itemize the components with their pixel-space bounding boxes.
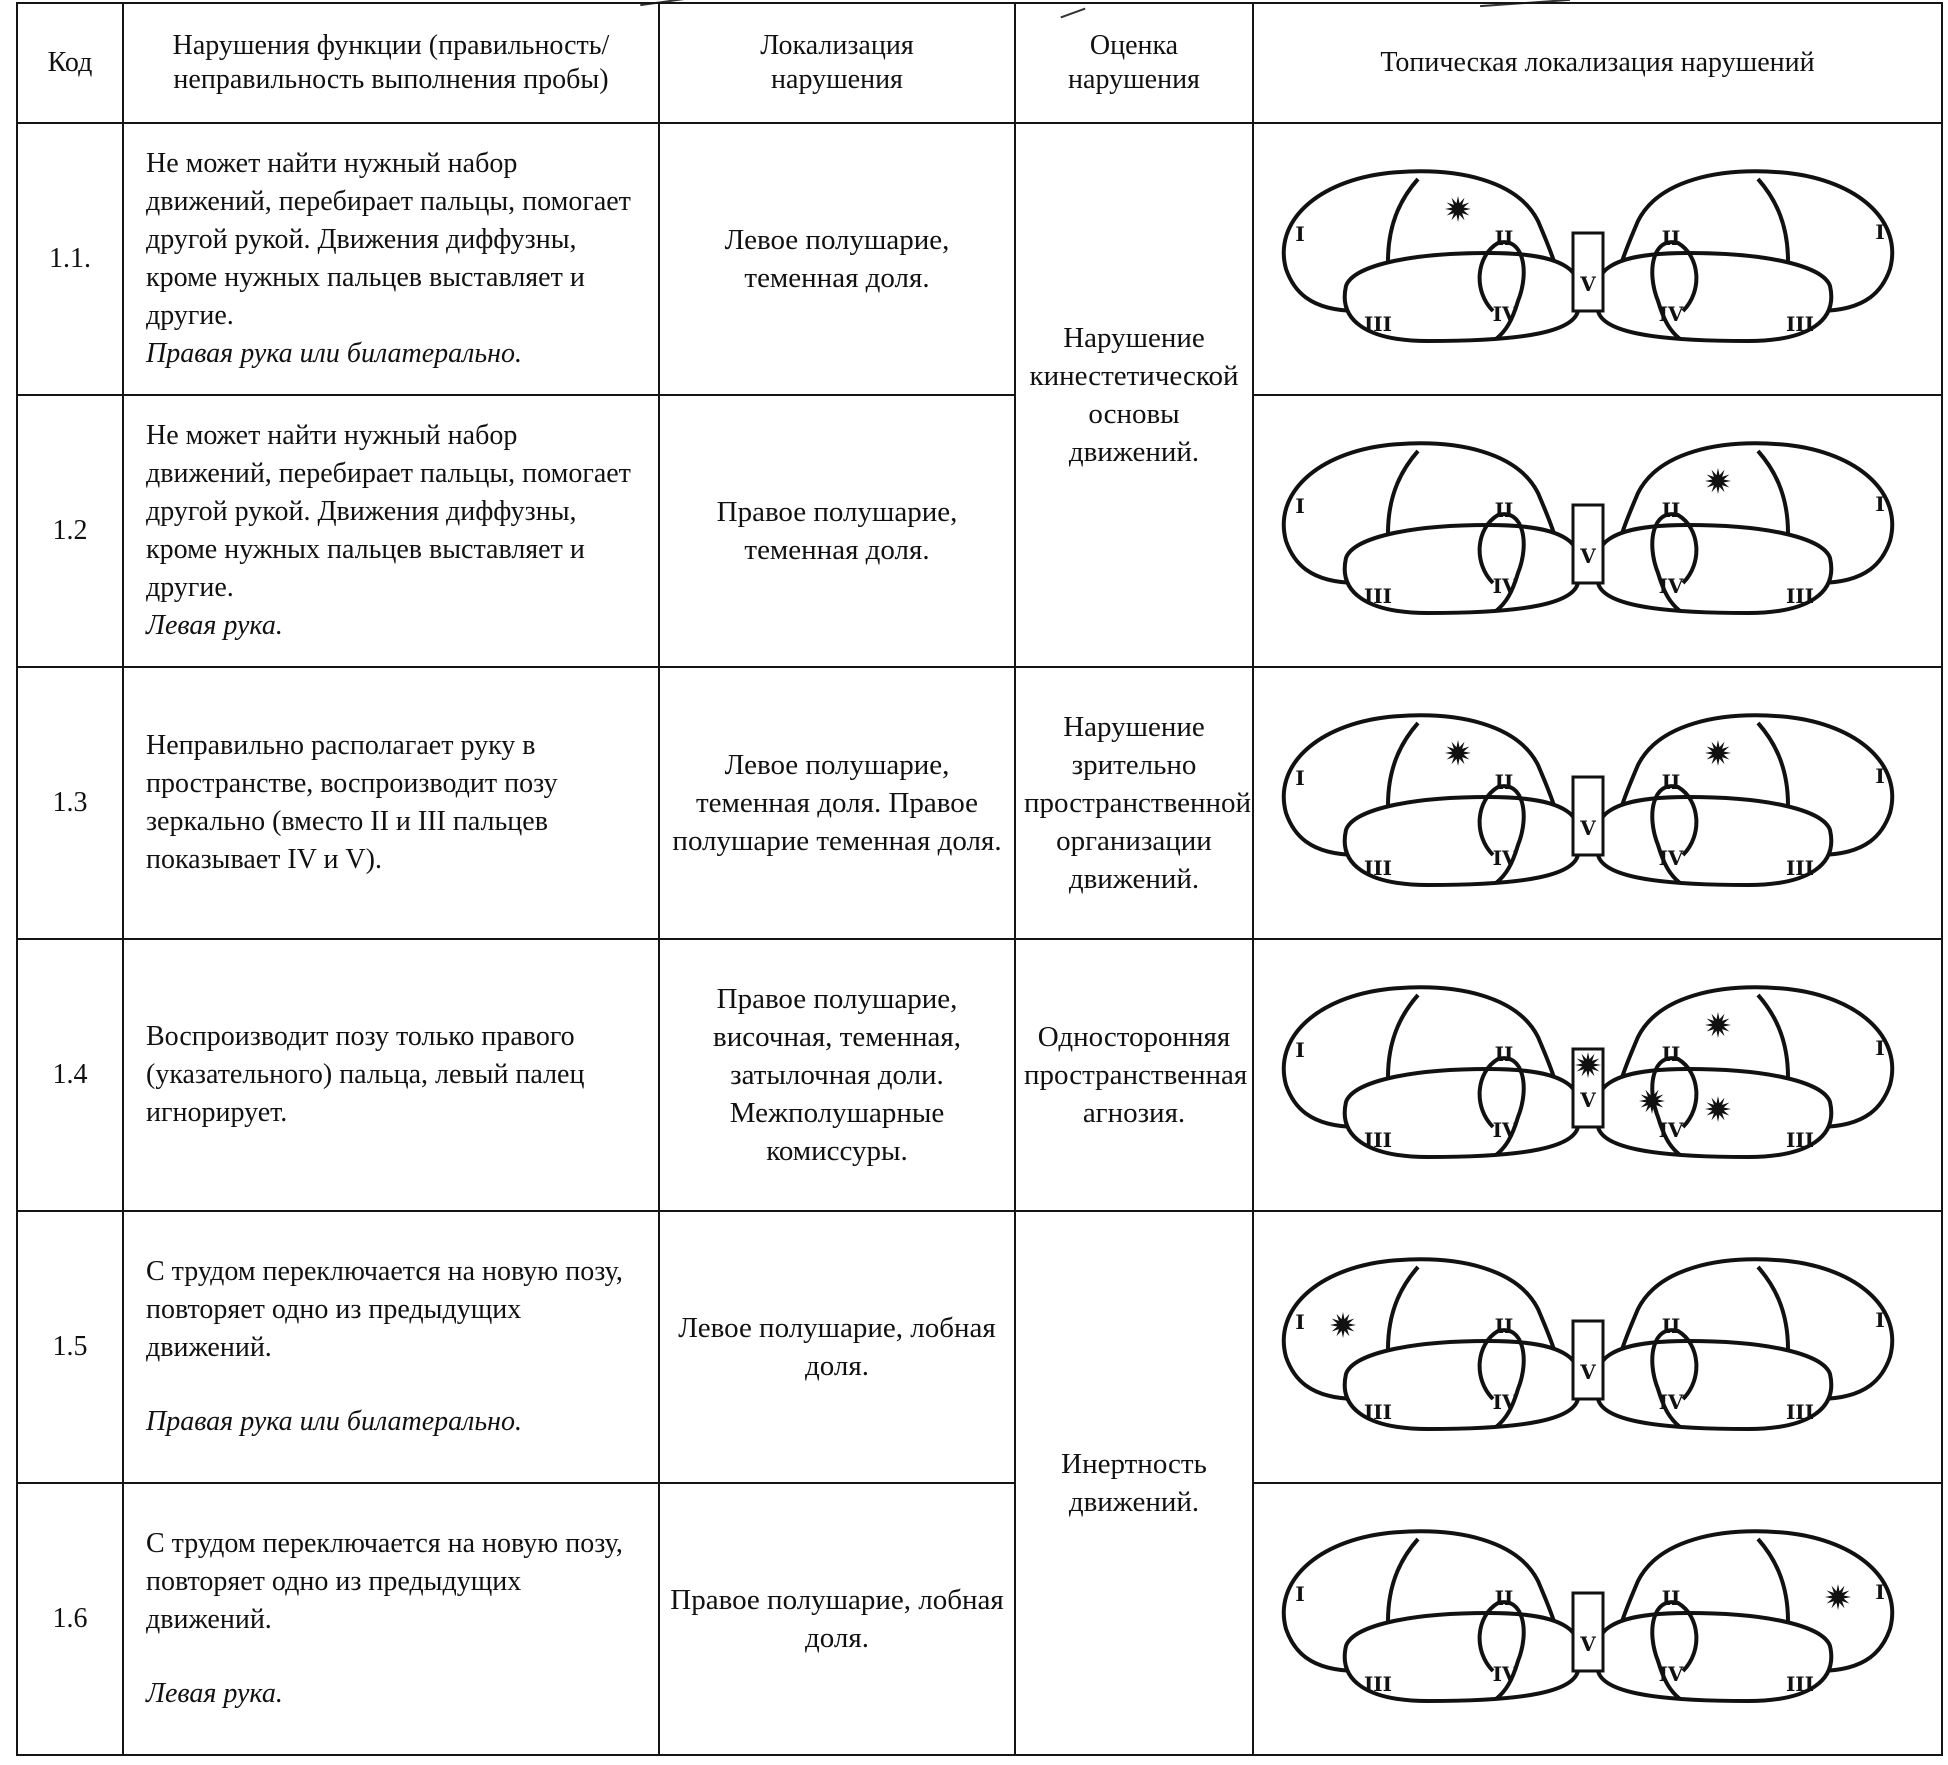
lobe-label-temporal-left: III [1363, 1128, 1392, 1152]
assessment-agnosia: Односторонняя пространственная агнозия. [1015, 939, 1253, 1211]
left-hemisphere [1283, 1531, 1580, 1701]
header-violation: Нарушения функции (правильность/неправильность выполнения пробы) [123, 3, 659, 123]
left-hemisphere [1283, 715, 1580, 885]
lobe-label-parietal-right: II [1661, 770, 1680, 794]
table-row [17, 667, 1942, 939]
description-text: С трудом переключается на новую позу, повторяет одно из предыдущих движений. [146, 1528, 623, 1635]
right-hemisphere [1595, 1531, 1892, 1701]
assessment-inertia: Инертность движений. [1015, 1211, 1253, 1755]
lobe-label-occipital-left: IV [1492, 1390, 1517, 1414]
lobe-label-parietal-right: II [1661, 498, 1680, 522]
row-code: 1.6 [17, 1483, 123, 1755]
header-assessment: Оценка нарушения [1015, 3, 1253, 123]
brain-diagram-cell [1253, 395, 1942, 667]
lobe-label-occipital-right: IV [1658, 1390, 1683, 1414]
lobe-label-occipital-right: IV [1658, 574, 1683, 598]
description-text: Воспроизводит позу только правого (указательного) пальца, левый палец игнорирует. [146, 1021, 585, 1128]
description-note: Левая рука. [146, 610, 283, 641]
row-code: 1.3 [17, 667, 123, 939]
left-hemisphere [1283, 171, 1580, 341]
lobe-label-temporal-right: III [1785, 1672, 1814, 1696]
description-text: С трудом переключается на новую позу, повторяет одно из предыдущих движений. [146, 1256, 623, 1363]
lobe-label-parietal-left: II [1494, 770, 1513, 794]
lobe-label-temporal-left: III [1363, 312, 1392, 336]
brain-diagram [1268, 433, 1928, 629]
lobe-label-temporal-left: III [1363, 584, 1392, 608]
lobe-label-parietal-left: II [1494, 1314, 1513, 1338]
row-localization: Левое полушарие, лобная доля. [659, 1211, 1015, 1483]
row-localization: Левое полушарие, теменная доля. [659, 123, 1015, 395]
lobe-label-temporal-left: III [1363, 1672, 1392, 1696]
row-localization: Правое полушарие, теменная доля. [659, 395, 1015, 667]
left-hemisphere [1283, 1259, 1580, 1429]
lobe-label-commissure: V [1579, 1360, 1596, 1384]
lobe-label-commissure: V [1579, 544, 1596, 568]
lobe-label-commissure: V [1579, 272, 1596, 296]
lobe-label-frontal-left: I [1294, 766, 1305, 790]
lobe-label-commissure: V [1579, 816, 1596, 840]
table-row [17, 395, 1942, 667]
table-row [17, 1483, 1942, 1755]
syndrome-table [16, 2, 1943, 1756]
table-row [17, 1211, 1942, 1483]
brain-diagram-cell [1253, 1483, 1942, 1755]
lobe-label-parietal-right: II [1661, 1586, 1680, 1610]
row-localization: Левое полушарие, теменная доля. Правое полушарие теменная доля. [659, 667, 1015, 939]
right-hemisphere [1595, 715, 1892, 885]
lobe-label-temporal-right: III [1785, 1128, 1814, 1152]
header-code: Код [17, 3, 123, 123]
description-text: Неправильно располагает руку в пространстве, воспроизводит позу зеркально (вместо II и III пальцев показывает IV и V). [146, 730, 558, 875]
left-hemisphere [1283, 443, 1580, 613]
lobe-label-temporal-right: III [1785, 1400, 1814, 1424]
row-code: 1.5 [17, 1211, 123, 1483]
lobe-label-parietal-right: II [1661, 1314, 1680, 1338]
lobe-label-temporal-left: III [1363, 856, 1392, 880]
header-topical: Топическая локализация нарушений [1253, 3, 1942, 123]
lobe-label-frontal-right: I [1874, 220, 1885, 244]
row-code: 1.2 [17, 395, 123, 667]
row-code: 1.1. [17, 123, 123, 395]
lobe-label-occipital-right: IV [1658, 1662, 1683, 1686]
row-localization: Правое полушарие, височная, теменная, затылочная доли. Межполушарные комиссуры. [659, 939, 1015, 1211]
lobe-label-parietal-left: II [1494, 498, 1513, 522]
lobe-label-occipital-left: IV [1492, 846, 1517, 870]
lobe-label-parietal-left: II [1494, 226, 1513, 250]
left-hemisphere [1283, 987, 1580, 1157]
right-hemisphere [1595, 171, 1892, 341]
lobe-label-occipital-right: IV [1658, 1118, 1683, 1142]
lobe-label-frontal-left: I [1294, 222, 1305, 246]
row-description [123, 123, 659, 395]
lobe-label-temporal-right: III [1785, 584, 1814, 608]
table-row [17, 123, 1942, 395]
description-note: Правая рука или билатерально. [146, 1406, 522, 1437]
row-localization: Правое полушарие, лобная доля. [659, 1483, 1015, 1755]
header-localization: Локализация нарушения [659, 3, 1015, 123]
description-note: Правая рука или билатерально. [146, 338, 522, 369]
description-text: Не может найти нужный набор движений, перебирает пальцы, помогает другой рукой. Движения диффузны, кроме нужных пальцев выставляет и другие. [146, 420, 631, 603]
table-row [17, 939, 1942, 1211]
lobe-label-parietal-left: II [1494, 1586, 1513, 1610]
row-description [123, 667, 659, 939]
lobe-label-frontal-left: I [1294, 1582, 1305, 1606]
lobe-label-commissure: V [1579, 1632, 1596, 1656]
assessment-visuospatial: Нарушение зрительно пространственной организации движений. [1015, 667, 1253, 939]
lobe-label-parietal-left: II [1494, 1042, 1513, 1066]
description-note: Левая рука. [146, 1678, 283, 1709]
lobe-label-temporal-left: III [1363, 1400, 1392, 1424]
row-description [123, 395, 659, 667]
right-hemisphere [1595, 1259, 1892, 1429]
lobe-label-frontal-right: I [1874, 1308, 1885, 1332]
lobe-label-temporal-right: III [1785, 856, 1814, 880]
lobe-label-frontal-left: I [1294, 1038, 1305, 1062]
brain-diagram [1268, 705, 1928, 901]
lobe-label-occipital-left: IV [1492, 574, 1517, 598]
lobe-label-frontal-right: I [1874, 492, 1885, 516]
description-text: Не может найти нужный набор движений, перебирает пальцы, помогает другой рукой. Движения диффузны, кроме нужных пальцев выставляет и другие. [146, 148, 631, 331]
brain-diagram [1268, 977, 1928, 1173]
lobe-label-frontal-left: I [1294, 1310, 1305, 1334]
lobe-label-occipital-right: IV [1658, 302, 1683, 326]
brain-diagram [1268, 161, 1928, 357]
brain-diagram-cell [1253, 939, 1942, 1211]
lobe-label-frontal-right: I [1874, 1580, 1885, 1604]
lobe-label-commissure: V [1579, 1088, 1596, 1112]
row-description [123, 1211, 659, 1483]
lobe-label-occipital-left: IV [1492, 1118, 1517, 1142]
assessment-kinesthetic: Нарушение кинестетической основы движений. [1015, 123, 1253, 667]
right-hemisphere [1595, 443, 1892, 613]
lobe-label-frontal-right: I [1874, 764, 1885, 788]
right-hemisphere [1595, 987, 1892, 1157]
brain-diagram-cell [1253, 667, 1942, 939]
lobe-label-occipital-right: IV [1658, 846, 1683, 870]
brain-diagram [1268, 1521, 1928, 1717]
header-row [17, 3, 1942, 123]
brain-diagram-cell [1253, 1211, 1942, 1483]
lobe-label-occipital-left: IV [1492, 302, 1517, 326]
brain-diagram [1268, 1249, 1928, 1445]
lobe-label-frontal-left: I [1294, 494, 1305, 518]
lobe-label-frontal-right: I [1874, 1036, 1885, 1060]
brain-diagram-cell [1253, 123, 1942, 395]
row-code: 1.4 [17, 939, 123, 1211]
row-description [123, 1483, 659, 1755]
lobe-label-parietal-right: II [1661, 1042, 1680, 1066]
lobe-label-occipital-left: IV [1492, 1662, 1517, 1686]
row-description [123, 939, 659, 1211]
lobe-label-temporal-right: III [1785, 312, 1814, 336]
lobe-label-parietal-right: II [1661, 226, 1680, 250]
